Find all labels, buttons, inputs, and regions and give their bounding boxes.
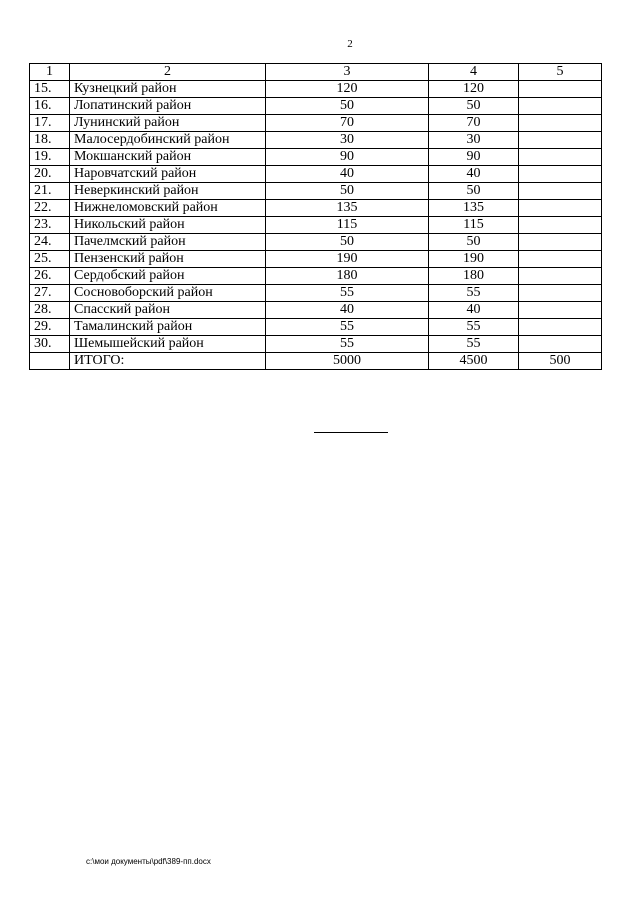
column-5-cell: [519, 217, 602, 234]
column-3-cell: 50: [266, 183, 429, 200]
table-row: [30, 166, 602, 183]
column-4-cell: 120: [429, 81, 519, 98]
district-name-cell: Кузнецкий район: [70, 81, 266, 98]
column-4-cell: 50: [429, 183, 519, 200]
district-name-cell: Никольский район: [70, 217, 266, 234]
district-name-cell: Лопатинский район: [70, 98, 266, 115]
table-row: [30, 268, 602, 285]
column-3-cell: 40: [266, 166, 429, 183]
district-name-cell: Мокшанский район: [70, 149, 266, 166]
column-5-cell: [519, 149, 602, 166]
table-body: [30, 64, 602, 370]
table-row: [30, 183, 602, 200]
row-number-cell: 30.: [30, 336, 70, 353]
row-number-cell: 17.: [30, 115, 70, 132]
column-4-cell: 55: [429, 285, 519, 302]
table-row: [30, 302, 602, 319]
table-row: [30, 234, 602, 251]
header-cell-2: 2: [70, 64, 266, 81]
column-3-cell: 90: [266, 149, 429, 166]
column-3-cell: 135: [266, 200, 429, 217]
column-5-cell: [519, 336, 602, 353]
table-header-row: [30, 64, 602, 81]
header-cell-4: 4: [429, 64, 519, 81]
column-4-cell: 135: [429, 200, 519, 217]
column-3-cell: 50: [266, 98, 429, 115]
column-4-cell: 90: [429, 149, 519, 166]
column-3-cell: 190: [266, 251, 429, 268]
district-name-cell: Шемышейский район: [70, 336, 266, 353]
column-3-cell: 40: [266, 302, 429, 319]
district-name-cell: Сосновоборский район: [70, 285, 266, 302]
column-3-cell: 30: [266, 132, 429, 149]
column-5-cell: [519, 251, 602, 268]
end-rule: [314, 432, 388, 433]
column-3-cell: 55: [266, 285, 429, 302]
table-row: [30, 98, 602, 115]
column-5-cell: [519, 132, 602, 149]
column-5-cell: [519, 268, 602, 285]
row-number-cell: 18.: [30, 132, 70, 149]
column-5-cell: [519, 166, 602, 183]
district-name-cell: Спасский район: [70, 302, 266, 319]
column-4-cell: 55: [429, 319, 519, 336]
district-name-cell: Лунинский район: [70, 115, 266, 132]
column-5-cell: [519, 98, 602, 115]
column-5-cell: [519, 115, 602, 132]
column-4-cell: 50: [429, 98, 519, 115]
district-name-cell: Сердобский район: [70, 268, 266, 285]
column-4-cell: 30: [429, 132, 519, 149]
column-3-cell: 5000: [266, 353, 429, 370]
total-row: [30, 353, 602, 370]
column-3-cell: 115: [266, 217, 429, 234]
column-4-cell: 4500: [429, 353, 519, 370]
district-name-cell: Нижнеломовский район: [70, 200, 266, 217]
column-4-cell: 50: [429, 234, 519, 251]
district-name-cell: ИТОГО:: [70, 353, 266, 370]
column-5-cell: [519, 319, 602, 336]
row-number-cell: 21.: [30, 183, 70, 200]
row-number-cell: 28.: [30, 302, 70, 319]
column-3-cell: 180: [266, 268, 429, 285]
column-4-cell: 40: [429, 166, 519, 183]
district-name-cell: Пензенский район: [70, 251, 266, 268]
table-row: [30, 200, 602, 217]
column-4-cell: 70: [429, 115, 519, 132]
header-cell-3: 3: [266, 64, 429, 81]
column-5-cell: [519, 302, 602, 319]
row-number-cell: 24.: [30, 234, 70, 251]
district-name-cell: Тамалинский район: [70, 319, 266, 336]
row-number-cell: 20.: [30, 166, 70, 183]
row-number-cell: 15.: [30, 81, 70, 98]
table-row: [30, 81, 602, 98]
header-cell-5: 5: [519, 64, 602, 81]
table-row: [30, 132, 602, 149]
column-5-cell: [519, 285, 602, 302]
column-3-cell: 50: [266, 234, 429, 251]
district-name-cell: Наровчатский район: [70, 166, 266, 183]
column-5-cell: [519, 183, 602, 200]
header-cell-1: 1: [30, 64, 70, 81]
row-number-cell: 29.: [30, 319, 70, 336]
row-number-cell: 25.: [30, 251, 70, 268]
table-row: [30, 319, 602, 336]
row-number-cell: 27.: [30, 285, 70, 302]
column-3-cell: 55: [266, 319, 429, 336]
row-number-cell: 22.: [30, 200, 70, 217]
column-4-cell: 40: [429, 302, 519, 319]
row-number-cell: 16.: [30, 98, 70, 115]
row-number-cell: 26.: [30, 268, 70, 285]
column-5-cell: [519, 234, 602, 251]
district-name-cell: Неверкинский район: [70, 183, 266, 200]
table-row: [30, 336, 602, 353]
column-3-cell: 120: [266, 81, 429, 98]
column-4-cell: 190: [429, 251, 519, 268]
table-row: [30, 285, 602, 302]
table-row: [30, 149, 602, 166]
distribution-table: [29, 63, 602, 370]
column-4-cell: 55: [429, 336, 519, 353]
table-row: [30, 251, 602, 268]
district-name-cell: Пачелмский район: [70, 234, 266, 251]
column-5-cell: 500: [519, 353, 602, 370]
row-number-cell: [30, 353, 70, 370]
column-3-cell: 70: [266, 115, 429, 132]
column-5-cell: [519, 81, 602, 98]
column-4-cell: 115: [429, 217, 519, 234]
table-row: [30, 217, 602, 234]
district-name-cell: Малосердобинский район: [70, 132, 266, 149]
column-3-cell: 55: [266, 336, 429, 353]
row-number-cell: 19.: [30, 149, 70, 166]
column-4-cell: 180: [429, 268, 519, 285]
table-row: [30, 115, 602, 132]
page-number: 2: [347, 38, 353, 50]
column-5-cell: [519, 200, 602, 217]
row-number-cell: 23.: [30, 217, 70, 234]
footer-file-path: c:\мои документы\pdf\389-пп.docx: [86, 857, 211, 866]
